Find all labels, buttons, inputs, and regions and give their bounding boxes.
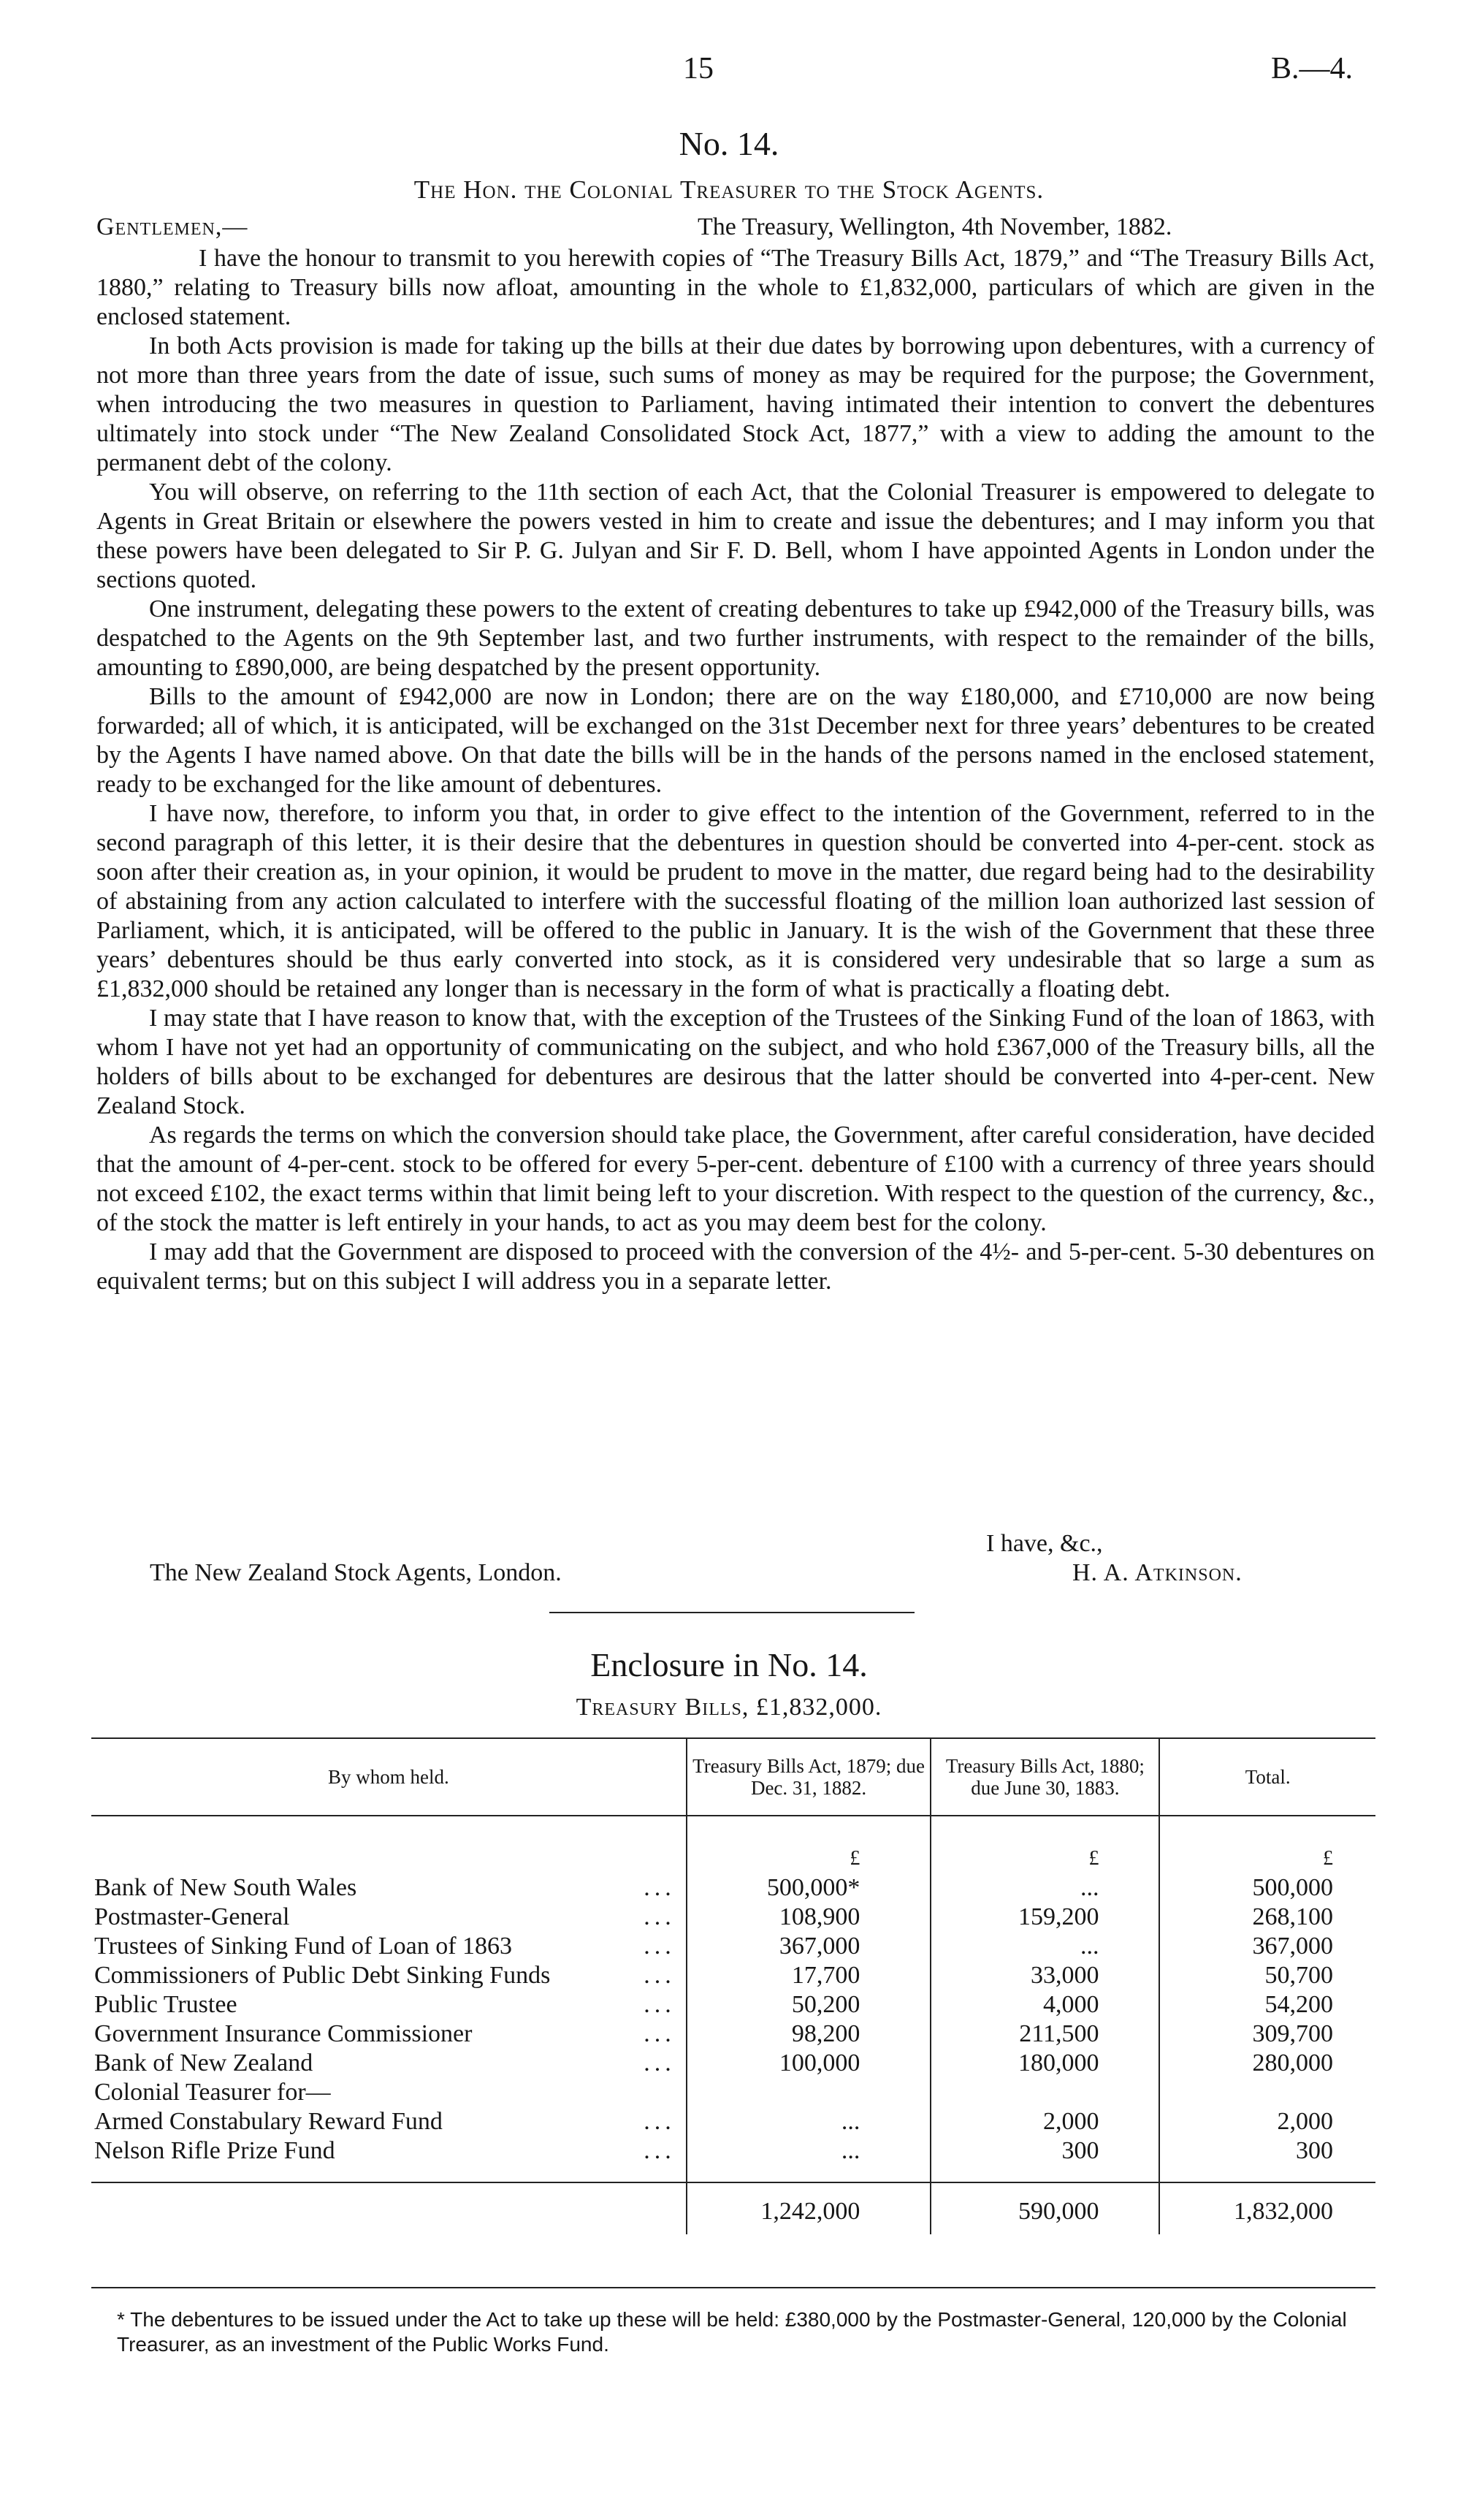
leader-dots: ... [644, 1933, 676, 1960]
holder-cell: Trustees of Sinking Fund of Loan of 1863 ... [91, 1932, 687, 1961]
table-row [91, 1961, 1375, 1990]
dateline: The Treasury, Wellington, 4th November, 1882. [698, 213, 1172, 240]
header-act-1880: Treasury Bills Act, 1880; due June 30, 1883. [931, 1738, 1159, 1816]
addressee: The New Zealand Stock Agents, London. [150, 1559, 562, 1586]
table-row [91, 1990, 1375, 2020]
header-holder: By whom held. [328, 1766, 449, 1788]
value-cell [1159, 2078, 1375, 2107]
holder-cell: Public Trustee ... [91, 1990, 687, 2020]
total-cell: 1,242,000 [687, 2182, 931, 2234]
table-row [91, 2049, 1375, 2078]
paragraph: In both Acts provision is made for taking up the bills at their due dates by borrowing upon debentures, with a currency of not more than three years from the date of issue, such sums of money as may be required for the purpose; the Government, when introducing the two measures in question to Parliament, having intimated their intention to convert the debentures ultimately into stock under “The New Zealand Consolidated Stock Act, 1877,” with a view to adding the amount to the permanent debt of the colony. [96, 332, 1375, 476]
table-row [91, 2020, 1375, 2049]
header-act-1879: Treasury Bills Act, 1879; due Dec. 31, 1882. [687, 1738, 931, 1816]
value-cell: 159,200 [931, 1903, 1159, 1932]
leader-dots: ... [644, 2137, 676, 2164]
leader-dots: ... [644, 1874, 676, 1901]
value-cell: 211,500 [931, 2020, 1159, 2049]
table-row [91, 1932, 1375, 1961]
unit-label: £ [687, 1816, 931, 1873]
paragraph: I may state that I have reason to know that, with the exception of the Trustees of the Sinking Fund of the loan of 1863, with whom I have not yet had an opportunity of communicating on the subject, and who hold £367,000 of the Treasury bills, all the holders of bills about to be exchanged for debentures are desirous that the latter should be converted into 4-per-cent. New Zealand Stock. [96, 1005, 1375, 1119]
footnote: * The debentures to be issued under the Act to take up these will be held: £380,000 by the Postmaster-General, 120,000 by the Colonial Treasurer, as an investment of the Public Works Fund. [117, 2308, 1347, 2356]
value-cell: 54,200 [1159, 1990, 1375, 2020]
value-cell: ... [931, 1932, 1159, 1961]
value-cell: 100,000 [687, 2049, 931, 2078]
document-reference: B.—4. [1271, 52, 1354, 85]
value-cell: 300 [1159, 2136, 1375, 2166]
holder-cell: Bank of New South Wales ... [91, 1873, 687, 1903]
value-cell: 367,000 [1159, 1932, 1375, 1961]
value-cell: 2,000 [1159, 2107, 1375, 2136]
leader-dots: ... [644, 2020, 676, 2047]
treasury-bills-table [91, 1737, 1375, 2234]
totals-row [91, 2182, 1375, 2234]
value-cell: ... [931, 1873, 1159, 1903]
value-cell: 108,900 [687, 1903, 931, 1932]
paragraph: One instrument, delegating these powers to the extent of creating debentures to take up £942,000 of the Treasury bills, was despatched to the Agents on the 9th September last, and two further instruments, with respect to the remainder of the bills, amounting to £890,000, are being despatched by the present opportunity. [96, 595, 1375, 681]
holder-cell: Armed Constabulary Reward Fund ... [91, 2107, 687, 2136]
leader-dots: ... [644, 1991, 676, 2018]
leader-dots: ... [644, 1903, 676, 1930]
value-cell: 17,700 [687, 1961, 931, 1990]
page-number: 15 [683, 52, 714, 85]
holder-cell: Nelson Rifle Prize Fund ... [91, 2136, 687, 2166]
holder-cell: Postmaster-General ... [91, 1903, 687, 1932]
value-cell: 98,200 [687, 2020, 931, 2049]
table-row [91, 2107, 1375, 2136]
value-cell: 2,000 [931, 2107, 1159, 2136]
section-divider [549, 1612, 915, 1613]
enclosure-title: Enclosure in No. 14. [590, 1646, 868, 1683]
value-cell: 309,700 [1159, 2020, 1375, 2049]
total-cell: 1,832,000 [1159, 2182, 1375, 2234]
value-cell: 4,000 [931, 1990, 1159, 2020]
table-header-row [91, 1738, 1375, 1816]
enclosure-subtitle: Treasury Bills, £1,832,000. [576, 1694, 882, 1721]
paragraph: As regards the terms on which the conversion should take place, the Government, after careful consideration, have decided that the amount of 4-per-cent. stock to be offered for every 5-per-cent. debenture of £100 with a currency of three years should not exceed £102, the exact terms within that limit being left to your discretion. With respect to the question of the currency, &c., of the stock the matter is left entirely in your hands, to act as you may deem best for the colony. [96, 1122, 1375, 1236]
leader-dots: ... [644, 2108, 676, 2135]
unit-label: £ [931, 1816, 1159, 1873]
value-cell: 33,000 [931, 1961, 1159, 1990]
leader-dots: ... [644, 1962, 676, 1989]
table-row [91, 1873, 1375, 1903]
value-cell: 500,000* [687, 1873, 931, 1903]
paragraph: You will observe, on referring to the 11th section of each Act, that the Colonial Treasurer is empowered to delegate to Agents in Great Britain or elsewhere the powers vested in him to create and issue the debentures; and I may inform you that these powers have been delegated to Sir P. G. Julyan and Sir F. D. Bell, whom I have appointed Agents in London under the sections quoted. [96, 479, 1375, 593]
closing: I have, &c., [986, 1530, 1103, 1557]
value-cell [931, 2078, 1159, 2107]
holder-cell: Colonial Teasurer for— [94, 2079, 331, 2106]
value-cell [687, 2078, 931, 2107]
value-cell: 367,000 [687, 1932, 931, 1961]
paragraph: I have now, therefore, to inform you that, in order to give effect to the intention of the Government, referred to in the second paragraph of this letter, it is their desire that the debentures in question should be converted into 4-per-cent. stock as soon after their creation as, in your opinion, it would be prudent to move in the matter, due regard being had to the desirability of abstaining from any action calculated to interfere with the successful floating of the million loan authorized last session of Parliament, which, it is anticipated, will be offered to the public in January. It is the wish of the Government that these three years’ debentures should be thus early converted into stock, as it is considered very undesirable that so large a sum as £1,832,000 should be retained any longer than is necessary in the form of what is practically a floating debt. [96, 800, 1375, 1002]
table-row [91, 2078, 1375, 2107]
value-cell: 300 [931, 2136, 1159, 2166]
signature: H. A. Atkinson. [1072, 1559, 1243, 1586]
paragraph: Bills to the amount of £942,000 are now in London; there are on the way £180,000, and £710,000 are now being forwarded; all of which, it is anticipated, will be exchanged on the 31st December next for three years’ debentures to be created by the Agents I have named above. On that date the bills will be in the hands of the persons named in the enclosed statement, ready to be exchanged for the like amount of debentures. [96, 683, 1375, 798]
letter-body [96, 244, 1375, 1296]
table-bottom-rule [91, 2287, 1375, 2288]
table-row [91, 1903, 1375, 1932]
holder-cell: Bank of New Zealand ... [91, 2049, 687, 2078]
value-cell: 50,700 [1159, 1961, 1375, 1990]
value-cell: ... [687, 2107, 931, 2136]
letter-title: The Hon. the Colonial Treasurer to the Stock Agents. [413, 175, 1045, 204]
table-row [91, 2136, 1375, 2166]
value-cell: 280,000 [1159, 2049, 1375, 2078]
holder-cell: Government Insurance Commissioner ... [91, 2020, 687, 2049]
leader-dots: ... [644, 2049, 676, 2076]
holder-cell: Commissioners of Public Debt Sinking Funds ... [91, 1961, 687, 1990]
letter-number: No. 14. [679, 125, 779, 162]
value-cell: 50,200 [687, 1990, 931, 2020]
header-total: Total. [1159, 1738, 1375, 1816]
paragraph: I have the honour to transmit to you herewith copies of “The Treasury Bills Act, 1879,” and “The Treasury Bills Act, 1880,” relating to Treasury bills now afloat, amounting in the whole to £1,832,000, particulars of which are given in the enclosed statement. [96, 245, 1375, 330]
value-cell: 180,000 [931, 2049, 1159, 2078]
unit-label: £ [1159, 1816, 1375, 1873]
value-cell: 500,000 [1159, 1873, 1375, 1903]
value-cell: 268,100 [1159, 1903, 1375, 1932]
unit-row [91, 1816, 1375, 1873]
paragraph: I may add that the Government are disposed to proceed with the conversion of the 4½- and 5-per-cent. 5-30 debentures on equivalent terms; but on this subject I will address you in a separate letter. [96, 1238, 1375, 1295]
salutation: Gentlemen,— [96, 213, 248, 240]
value-cell: ... [687, 2136, 931, 2166]
total-cell: 590,000 [931, 2182, 1159, 2234]
